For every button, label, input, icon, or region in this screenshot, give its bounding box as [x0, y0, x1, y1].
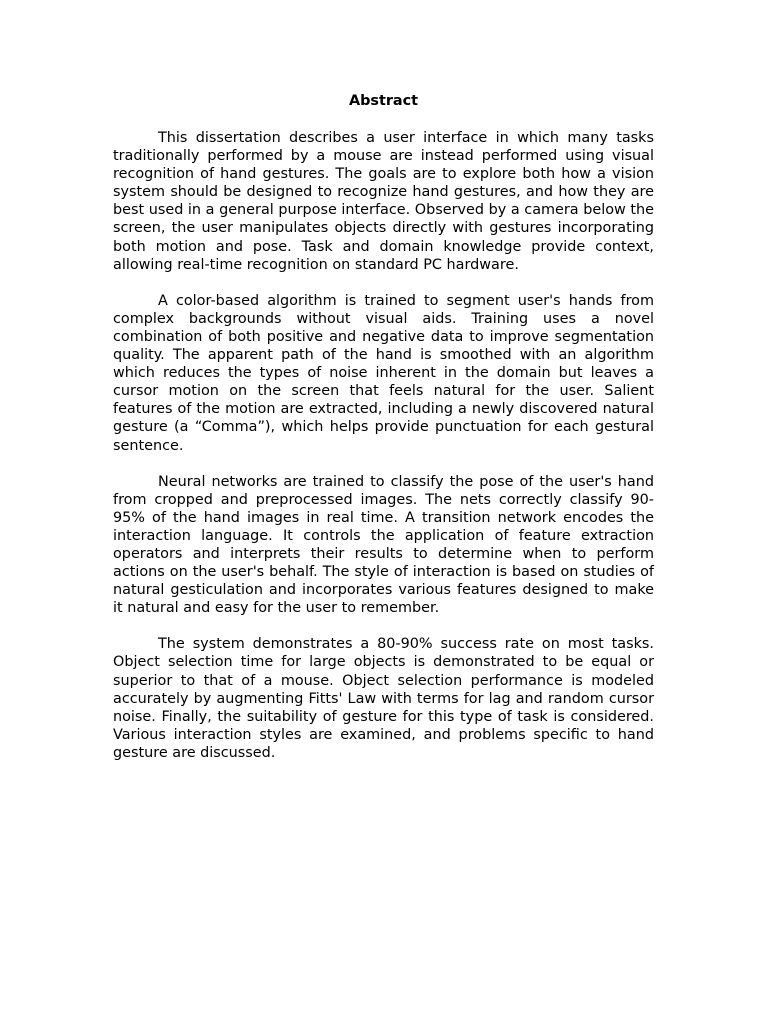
- page-title: Abstract: [348, 93, 419, 109]
- abstract-paragraph-3: Neural networks are trained to classify the pose of the user's hand from cropped and preprocessed images. The nets correctly classify 90-95% of the hand images in real time. A transition network encodes the interaction language. It controls the application of feature extraction operators and interprets their results to determine when to perform actions on the user's behalf. The style of interaction is based on studies of natural gesticulation and incorporates various features designed to make it natural and easy for the user to remember.: [113, 473, 654, 617]
- abstract-section: [113, 91, 654, 780]
- abstract-paragraph-2: A color-based algorithm is trained to segment user's hands from complex backgrounds without visual aids. Training uses a novel combination of both positive and negative data to improve segmentation quality. The apparent path of the hand is smoothed with an algorithm which reduces the types of noise inherent in the domain but leaves a cursor motion on the screen that feels natural for the user. Salient features of the motion are extracted, including a newly discovered natural gesture (a “Comma”), which helps provide punctuation for each gestural sentence.: [113, 292, 654, 454]
- abstract-paragraph-1: This dissertation describes a user interface in which many tasks traditionally performed by a mouse are instead performed using visual recognition of hand gestures. The goals are to explore both how a vision system should be designed to recognize hand gestures, and how they are best used in a general purpose interface. Observed by a camera below the screen, the user manipulates objects directly with gestures incorporating both motion and pose. Task and domain knowledge provide context, allowing real-time recognition on standard PC hardware.: [113, 130, 654, 273]
- abstract-paragraph-4: The system demonstrates a 80-90% success rate on most tasks. Object selection time for large objects is demonstrated to be equal or superior to that of a mouse. Object selection performance is modeled accurately by augmenting Fitts' Law with terms for lag and random cursor noise. Finally, the suitability of gesture for this type of task is considered. Various interaction styles are examined, and problems specific to hand gesture are discussed.: [113, 636, 654, 761]
